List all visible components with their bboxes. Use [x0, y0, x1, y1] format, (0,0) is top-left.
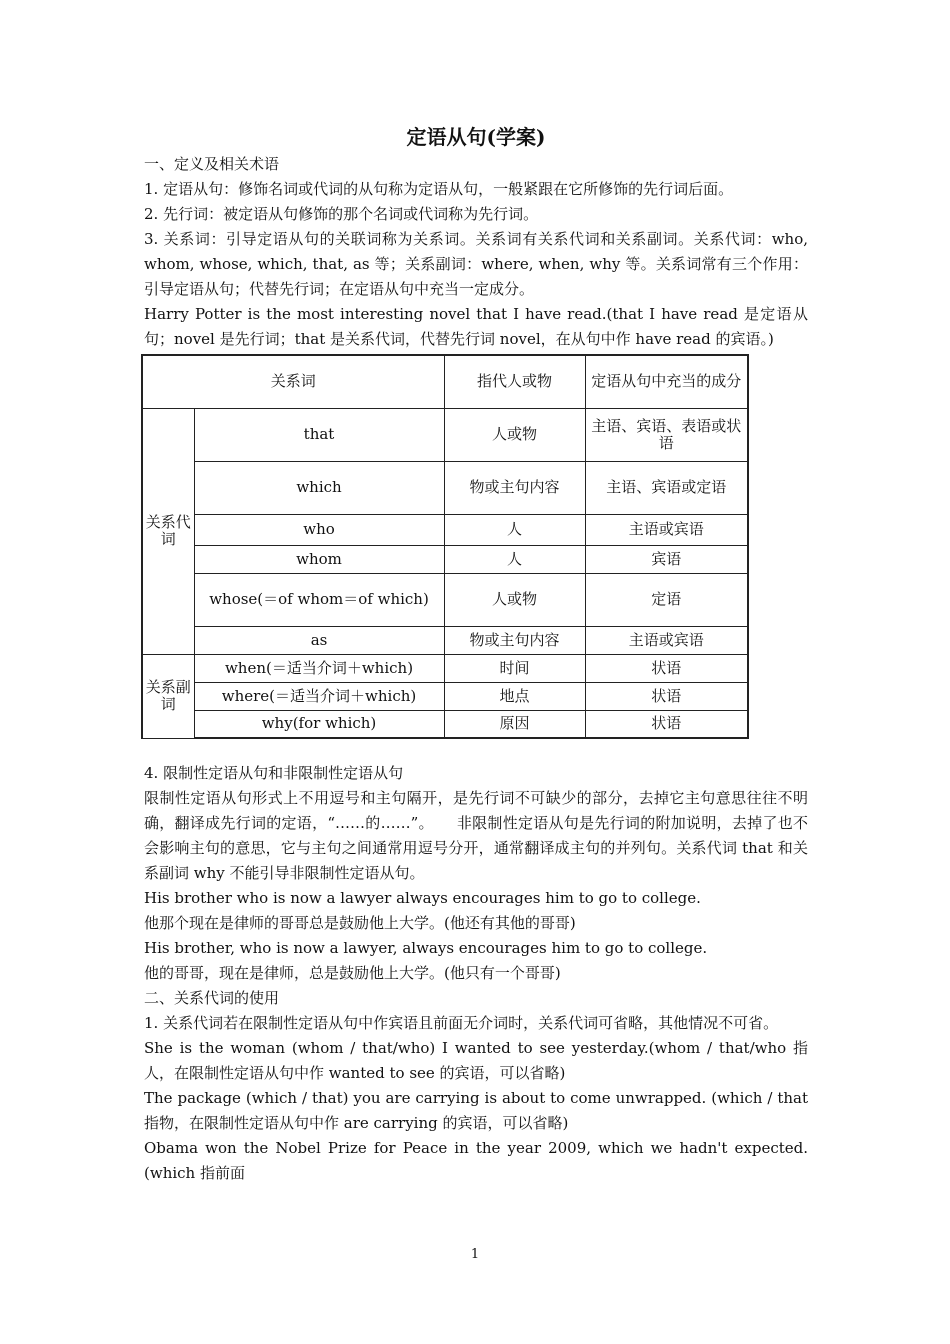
paragraph: 1. 定语从句：修饰名词或代词的从句称为定语从句，一般紧跟在它所修饰的先行词后面。 [144, 180, 734, 198]
table-cell: 状语 [585, 710, 748, 738]
table-cell: 定语 [585, 573, 748, 626]
example-sentence: Obama won the Nobel Prize for Peace in the year 2009, which we hadn't expected.(which 指前面 [144, 1139, 808, 1182]
table-cell: 原因 [444, 710, 585, 738]
example-sentence: Harry Potter is the most interesting novel that I have read.(that I have read 是定语从句；novel 是先行词；that 是关系代词，代替先行词 novel，在从句中作 have read 的宾语。) [144, 305, 808, 348]
paragraph: 1. 关系代词若在限制性定语从句中作宾语且前面无介词时，关系代词可省略，其他情况不可省。 [144, 1014, 779, 1032]
table-cell: whom [194, 545, 444, 573]
table-cell: 物或主句内容 [444, 461, 585, 514]
paragraph: 3. 关系词：引导定语从句的关联词称为关系词。关系词有关系代词和关系副词。关系代词：who, whom, whose, which, that, as 等；关系副词：where, when, why 等。关系词常有三个作用：引导定语从句；代替先行词；在定语从句中充当一定成分。 [144, 230, 808, 298]
table-row [142, 654, 748, 682]
table-cell: 地点 [444, 682, 585, 710]
spacer [144, 739, 808, 761]
table-cell: 状语 [585, 682, 748, 710]
relative-words-table [141, 354, 749, 739]
table-row [142, 573, 748, 626]
table-cell: 宾语 [585, 545, 748, 573]
table-cell: when(＝适当介词＋which) [194, 654, 444, 682]
table-row [142, 545, 748, 573]
table-header-row [142, 355, 748, 408]
section-heading: 4. 限制性定语从句和非限制性定语从句 [144, 764, 404, 782]
paragraph: 2. 先行词：被定语从句修饰的那个名词或代词称为先行词。 [144, 205, 539, 223]
table-row [142, 408, 748, 461]
group-label-adverbs: 关系副词 [142, 654, 194, 738]
table-cell: who [194, 514, 444, 545]
table-cell: that [194, 408, 444, 461]
table-header: 定语从句中充当的成分 [585, 355, 748, 408]
table-header: 指代人或物 [444, 355, 585, 408]
table-row [142, 461, 748, 514]
table-cell: 人或物 [444, 408, 585, 461]
document-body [144, 122, 808, 1186]
table-cell: as [194, 626, 444, 654]
table-cell: 人 [444, 545, 585, 573]
section-heading: 一、定义及相关术语 [144, 155, 280, 173]
section-heading: 二、关系代词的使用 [144, 989, 280, 1007]
table-row [142, 682, 748, 710]
page-number: 1 [470, 1247, 480, 1262]
example-sentence: She is the woman (whom / that/who) I wanted to see yesterday.(whom / that/who 指人，在限制性定语从句中作 wanted to see 的宾语，可以省略) [144, 1039, 808, 1082]
paragraph: 限制性定语从句形式上不用逗号和主句隔开，是先行词不可缺少的部分，去掉它主句意思往往不明确，翻译成先行词的定语，“……的……”。 非限制性定语从句是先行词的附加说明，去掉了也不会影响主句的意思，它与主句之间通常用逗号分开，通常翻译成主句的并列句。关系代词 that 和关系副词 why 不能引导非限制性定语从句。 [144, 789, 808, 882]
table-cell: 物或主句内容 [444, 626, 585, 654]
table-cell: 人 [444, 514, 585, 545]
example-sentence: His brother, who is now a lawyer, always encourages him to go to college. [144, 939, 708, 957]
table-row [142, 514, 748, 545]
example-sentence: The package (which / that) you are carrying is about to come unwrapped. (which / that 指物，在限制性定语从句中作 are carrying 的宾语，可以省略) [144, 1089, 808, 1132]
table-cell: 主语、宾语或定语 [585, 461, 748, 514]
table-cell: 时间 [444, 654, 585, 682]
table-cell: 主语或宾语 [585, 514, 748, 545]
table-cell: 人或物 [444, 573, 585, 626]
example-sentence: His brother who is now a lawyer always encourages him to go to college. [144, 889, 701, 907]
example-translation: 他的哥哥，现在是律师，总是鼓励他上大学。(他只有一个哥哥) [144, 964, 561, 982]
table-cell: 主语、宾语、表语或状语 [585, 408, 748, 461]
page-title: 定语从句(学案) [406, 125, 546, 149]
table-cell: where(＝适当介词＋which) [194, 682, 444, 710]
table-cell: why(for which) [194, 710, 444, 738]
group-label-pronouns: 关系代词 [142, 408, 194, 654]
table-cell: 主语或宾语 [585, 626, 748, 654]
table-cell: which [194, 461, 444, 514]
example-translation: 他那个现在是律师的哥哥总是鼓励他上大学。(他还有其他的哥哥) [144, 914, 576, 932]
table-row [142, 626, 748, 654]
table-header: 关系词 [142, 355, 444, 408]
table-cell: 状语 [585, 654, 748, 682]
table-cell: whose(＝of whom＝of which) [194, 573, 444, 626]
table-row [142, 710, 748, 738]
